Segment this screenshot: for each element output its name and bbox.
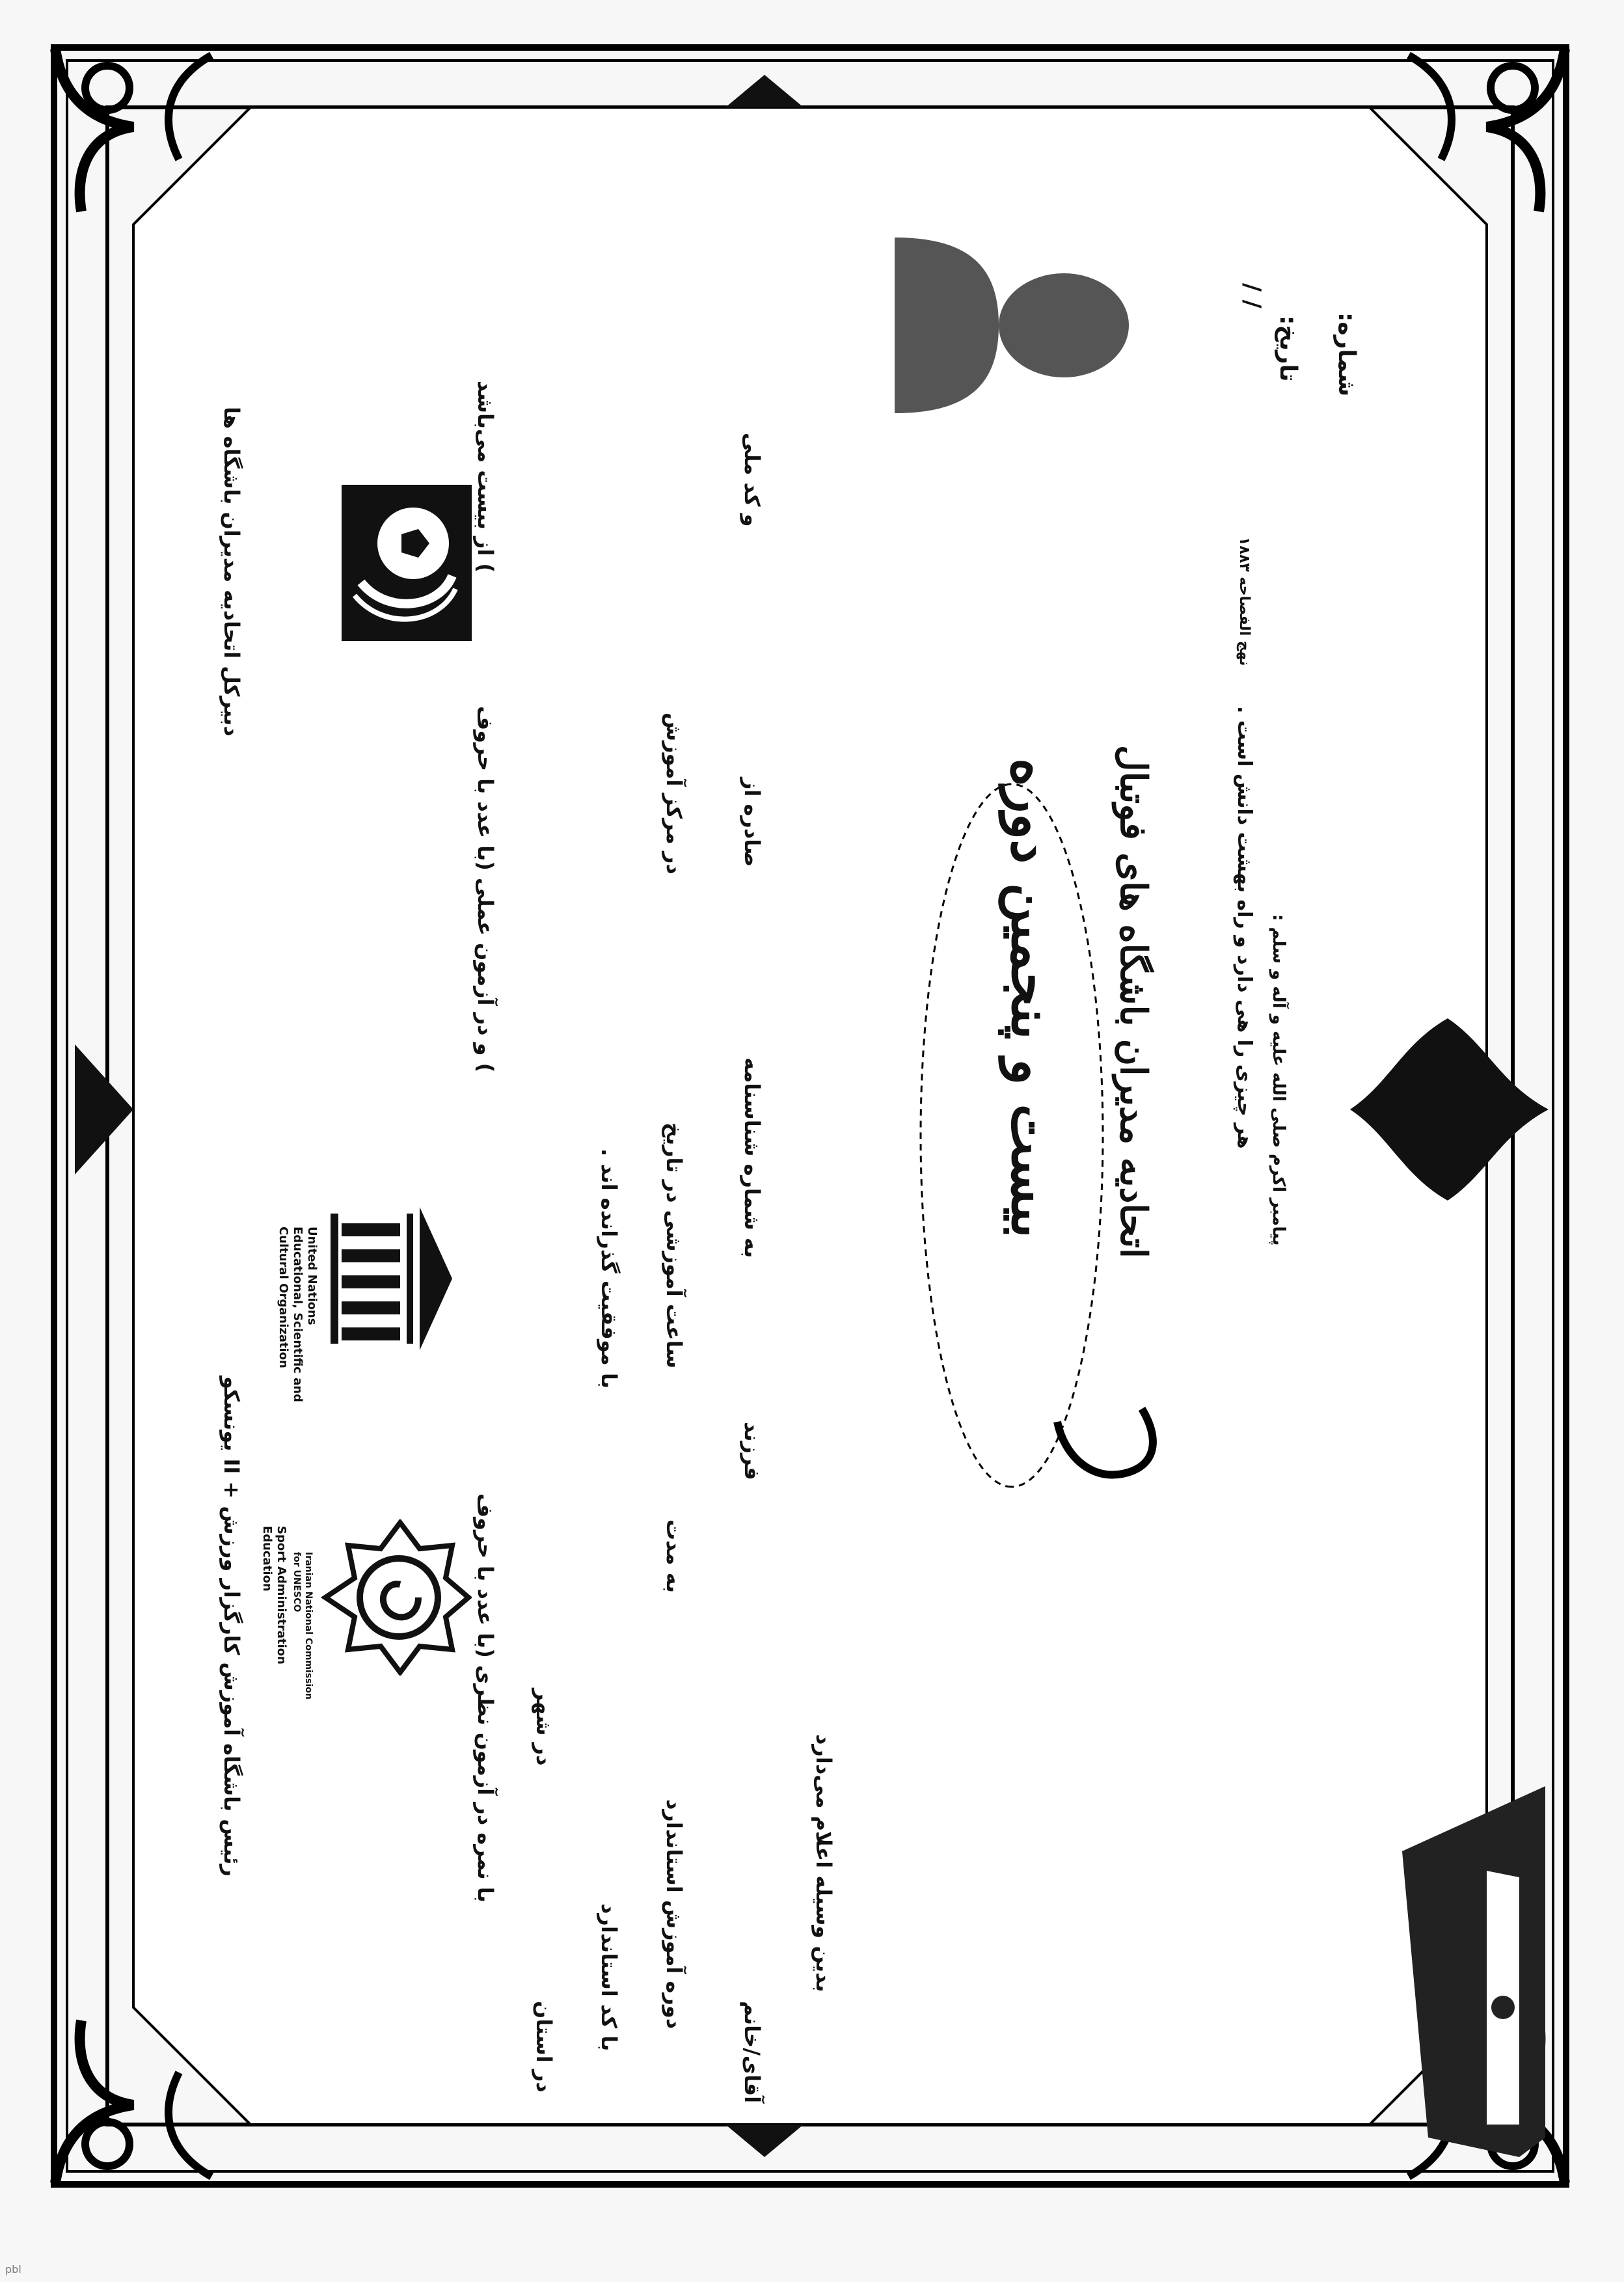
duration-label: به مدت: [662, 1519, 686, 1594]
hadith-intro: پیامبر اکرم صلی الله علیه و آله و سلم :: [1269, 914, 1288, 1246]
unesco-caption-3: Cultural Organization: [277, 1227, 290, 1368]
signature-right-title: رئیس باشگاه آموزش کارگزار ورزش + II یونسکو: [219, 1376, 244, 1877]
id-number-label: به شماره شناسنامه: [740, 1057, 765, 1258]
date-label: تاریخ:: [1275, 316, 1301, 382]
chair-caption-1: Iranian National Commission: [303, 1552, 314, 1700]
person-label: آقای/خانم: [740, 2001, 765, 2104]
intro-text: بدین وسیله اعلام می‌دارد: [811, 1734, 836, 1992]
certificate-frame: [36, 29, 1584, 2203]
clubs-association-logo: [335, 478, 478, 647]
date-slashes: / /: [1239, 283, 1265, 308]
center-label: در مرکز آموزش: [662, 713, 686, 875]
number-label: شماره:: [1333, 312, 1360, 397]
chair-caption-3: Sport Administration: [275, 1526, 288, 1664]
emblem-line1: اتحادیه مدیران باشگاه های فوتبال: [1112, 745, 1155, 1258]
unesco-logo: [329, 1194, 459, 1363]
issued-from-label: صادره از: [740, 778, 765, 867]
child-of-label: فرزند: [740, 1422, 765, 1480]
national-code-label: و کد ملی: [740, 433, 765, 527]
emblem-line2: بیست و پنجمین دوره: [999, 758, 1064, 1238]
theory-score-label: با نمره در آزمون نظری (با عدد با حروف: [473, 1493, 498, 1903]
corner-ornament-bottom-right: [49, 2007, 218, 2190]
corner-ornament-top-left: [1402, 42, 1571, 224]
photo-placeholder: [895, 224, 1142, 420]
province-label: در استان: [532, 2001, 556, 2093]
practical-score-label: ) و در آزمون عملی (با عدد با حروف: [473, 706, 498, 1073]
certificate: [36, 29, 1584, 2203]
unesco-caption-2: Educational, Scientific and: [291, 1227, 304, 1402]
out-of-twenty-label: ) از بیست می‌باشد: [473, 381, 498, 573]
chair-caption-4: Education: [260, 1526, 274, 1592]
hadith-text: هر چیزی را هی دارد و راه بهشت دانش است .: [1233, 706, 1256, 1149]
hadith-source: نهج الفصاحه ۱۸۸۳: [1236, 537, 1252, 666]
chair-caption-2: for UNESCO: [291, 1552, 302, 1612]
hours-on-label: ساعت آموزشی در تاریخ: [662, 1122, 686, 1369]
footer-mark: pbl: [5, 2263, 21, 2275]
signature-left-title: دبیرکل اتحادیه مدیران باشگاه ها: [219, 407, 244, 737]
standard-code-label: با کد استاندارد: [597, 1903, 621, 2052]
passed-text: با موفقیت گذرانده اند .: [597, 1148, 621, 1389]
course-label: دوره آموزش استاندارد: [662, 1799, 686, 2030]
flag-ribbon: [1389, 1773, 1558, 2164]
unesco-caption-1: United Nations: [305, 1227, 319, 1325]
city-label: در شهر: [532, 1689, 556, 1766]
corner-ornament-bottom-left: [49, 42, 218, 224]
unesco-chair-logo: [316, 1519, 472, 1676]
